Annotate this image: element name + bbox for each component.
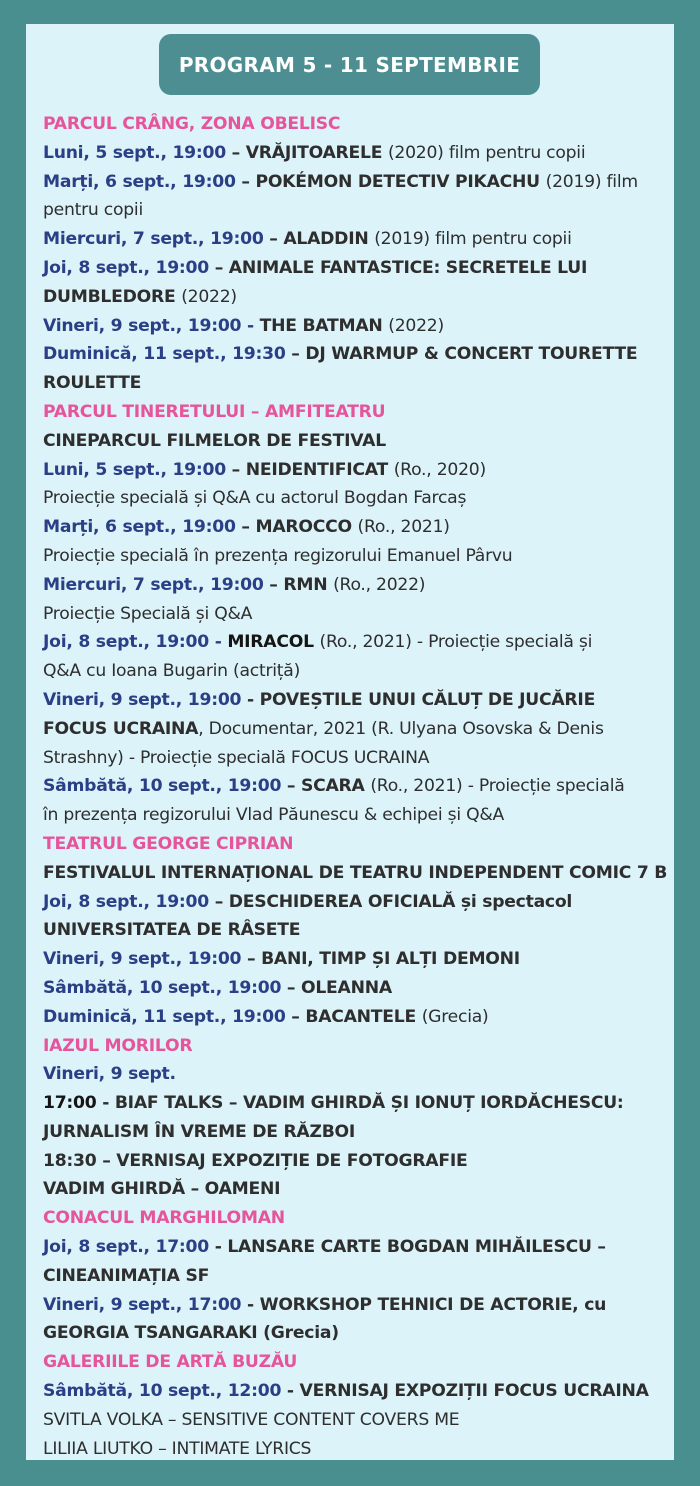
event-text: – ANIMALE FANTASTICE: SECRETELE LUI — [214, 257, 588, 278]
schedule-line — [43, 312, 667, 341]
schedule-line — [43, 1319, 667, 1348]
event-text: DUMBLEDORE — [43, 286, 182, 307]
event-date: Luni, 5 sept., 19:00 — [43, 459, 232, 480]
schedule-line — [43, 1147, 667, 1176]
venue-heading — [43, 1204, 667, 1233]
schedule-line — [43, 1118, 667, 1147]
event-date: Marți, 6 sept., 19:00 — [43, 517, 242, 538]
event-text: (Ro., 2020) — [393, 459, 486, 480]
event-text: - LANSARE CARTE BOGDAN MIHĂILESCU – — [214, 1237, 606, 1258]
schedule-line — [43, 945, 667, 974]
venue-heading — [43, 830, 667, 859]
schedule-line — [43, 801, 667, 830]
event-text: - BIAF TALKS – VADIM GHIRDĂ ȘI IONUȚ IORDĂCHESCU: — [102, 1093, 624, 1114]
event-text: ROULETTE — [43, 373, 142, 394]
event-date: Vineri, 9 sept. — [43, 1064, 176, 1085]
event-text: – ALADDIN — [269, 229, 375, 250]
event-date: Sâmbătă, 10 sept., 19:00 — [43, 776, 287, 797]
event-text: (Ro., 2022) — [333, 574, 426, 595]
event-date: Sâmbătă, 10 sept., 12:00 — [43, 1381, 287, 1402]
venue-name: GALERIILE DE ARTĂ BUZĂU — [43, 1352, 298, 1373]
event-date: Miercuri, 7 sept., 19:00 — [43, 574, 270, 595]
venue-name: CONACUL MARGHILOMAN — [43, 1208, 285, 1229]
schedule-line — [43, 369, 667, 398]
venue-heading — [43, 398, 667, 427]
event-text: CINEPARCUL FILMELOR DE FESTIVAL — [43, 430, 386, 451]
schedule-line — [43, 1233, 667, 1262]
schedule-line — [43, 1060, 667, 1089]
event-text: CINEANIMAȚIA SF — [43, 1265, 210, 1286]
event-text: (2022) — [181, 286, 237, 307]
event-text: Proiecție Specială și Q&A — [43, 603, 253, 624]
schedule-line — [43, 484, 667, 513]
schedule-line — [43, 628, 667, 657]
venue-name: PARCUL CRÂNG, ZONA OBELISC — [43, 114, 341, 134]
event-date: Vineri, 9 sept., 19:00 — [43, 689, 247, 710]
schedule-line — [43, 427, 667, 456]
schedule-line — [43, 1291, 667, 1320]
event-date: Marți, 6 sept., 19:00 — [43, 171, 242, 192]
event-text: pentru copii — [43, 200, 143, 221]
event-text: 18:30 – VERNISAJ EXPOZIȚIE DE FOTOGRAFIE — [43, 1150, 468, 1171]
event-text: THE BATMAN — [259, 315, 389, 336]
event-text: – VRĂJITOARELE — [231, 142, 388, 163]
schedule-line — [43, 513, 667, 542]
event-text: - VERNISAJ EXPOZIȚII FOCUS UCRAINA — [286, 1381, 649, 1402]
event-text: FESTIVALUL INTERNAȚIONAL DE TEATRU INDEPENDENT COMIC 7 B — [43, 862, 668, 883]
event-text: 17:00 — [43, 1093, 103, 1114]
event-date: Vineri, 9 sept., 19:00 - — [43, 315, 260, 336]
event-text: (Ro., 2021) - Proiecție specială — [370, 776, 625, 797]
event-text: (2022) — [388, 315, 444, 336]
event-date: Miercuri, 7 sept., 19:00 — [43, 229, 270, 250]
event-text: – RMN — [269, 574, 334, 595]
venue-name: TEATRUL GEORGE CIPRIAN — [43, 833, 294, 854]
schedule-line — [43, 686, 667, 715]
event-text: în prezența regizorului Vlad Păunescu & echipei și Q&A — [43, 805, 505, 826]
event-text: – DJ WARMUP & CONCERT TOURETTE — [291, 344, 638, 365]
venue-heading — [43, 1348, 667, 1377]
event-text: (2019) film pentru copii — [374, 229, 572, 250]
event-text: Q&A cu Ioana Bugarin (actriță) — [43, 661, 301, 682]
schedule-line — [43, 1175, 667, 1204]
event-date: Sâmbătă, 10 sept., 19:00 — [43, 977, 287, 998]
event-text: MIRACOL — [227, 632, 320, 653]
event-date: Joi, 8 sept., 19:00 — [43, 891, 215, 912]
event-text: – BANI, TIMP ȘI ALȚI DEMONI — [247, 949, 520, 970]
event-text: – SCARA — [286, 776, 371, 797]
schedule-line — [43, 1089, 667, 1118]
schedule-line — [43, 744, 667, 773]
event-text: (2020) film pentru copii — [387, 142, 586, 163]
event-text: (Grecia) — [421, 1006, 489, 1027]
program-panel — [26, 24, 674, 1460]
venue-heading — [43, 1032, 667, 1061]
schedule-line — [43, 1406, 667, 1435]
schedule-line — [43, 1377, 667, 1406]
event-text: – MAROCCO — [241, 517, 358, 538]
event-text: LILIIA LIUTKO – INTIMATE LYRICS — [43, 1438, 312, 1459]
event-date: Joi, 8 sept., 17:00 — [43, 1237, 215, 1258]
schedule-line — [43, 974, 667, 1003]
schedule-line — [43, 715, 667, 744]
event-text: – DESCHIDEREA OFICIALĂ și spectacol — [214, 891, 573, 912]
event-text: VADIM GHIRDĂ – OAMENI — [43, 1179, 281, 1200]
event-date: Luni, 5 sept., 19:00 — [43, 142, 232, 163]
event-text: – NEIDENTIFICAT — [231, 459, 394, 480]
event-text: UNIVERSITATEA DE RÂSETE — [43, 920, 301, 941]
schedule-line — [43, 283, 667, 312]
event-text: Strashny) - Proiecție specială FOCUS UCRAINA — [43, 747, 430, 768]
event-text: – OLEANNA — [286, 977, 392, 998]
event-text: FOCUS UCRAINA — [43, 718, 199, 739]
event-text: JURNALISM ÎN VREME DE RĂZBOI — [43, 1121, 356, 1142]
schedule-line — [43, 225, 667, 254]
schedule-line — [43, 772, 667, 801]
event-date: Vineri, 9 sept., 17:00 — [43, 1294, 247, 1315]
schedule-list — [43, 110, 667, 1463]
venue-name: PARCUL TINERETULUI – AMFITEATRU — [43, 401, 386, 422]
schedule-line — [43, 600, 667, 629]
schedule-line — [43, 571, 667, 600]
program-title: PROGRAM 5 - 11 SEPTEMBRIE — [159, 34, 540, 95]
event-date: Vineri, 9 sept., 19:00 — [43, 949, 247, 970]
event-date: Duminică, 11 sept., 19:00 — [43, 1006, 292, 1027]
schedule-line — [43, 168, 667, 197]
schedule-line — [43, 859, 667, 888]
schedule-line — [43, 1435, 667, 1464]
event-text: Proiecție specială în prezența regizorului Emanuel Pârvu — [43, 545, 513, 566]
schedule-line — [43, 542, 667, 571]
event-text: - WORKSHOP TEHNICI DE ACTORIE, cu — [247, 1294, 607, 1315]
event-text: – POKÉMON DETECTIV PIKACHU — [241, 171, 546, 192]
schedule-line — [43, 657, 667, 686]
event-text: Proiecție specială și Q&A cu actorul Bogdan Farcaș — [43, 488, 467, 509]
event-text: (2019) film — [545, 171, 638, 192]
event-text: (Ro., 2021) - Proiecție specială și — [319, 632, 593, 653]
event-text: - POVEȘTILE UNUI CĂLUȚ DE JUCĂRIE — [247, 689, 596, 710]
schedule-line — [43, 1003, 667, 1032]
venue-name: IAZUL MORILOR — [43, 1035, 193, 1056]
event-text: – BACANTELE — [291, 1006, 422, 1027]
event-text: , Documentar, 2021 (R. Ulyana Osovska & Denis — [198, 718, 604, 739]
venue-heading — [43, 110, 667, 139]
event-text: GEORGIA TSANGARAKI (Grecia) — [43, 1323, 339, 1344]
event-text: (Ro., 2021) — [357, 517, 450, 538]
schedule-line — [43, 139, 667, 168]
schedule-line — [43, 254, 667, 283]
event-date: Duminică, 11 sept., 19:30 — [43, 344, 292, 365]
event-date: Joi, 8 sept., 19:00 — [43, 257, 215, 278]
schedule-line — [43, 916, 667, 945]
schedule-line — [43, 196, 667, 225]
event-text: SVITLA VOLKA – SENSITIVE CONTENT COVERS ME — [43, 1409, 460, 1430]
event-date: Joi, 8 sept., 19:00 - — [43, 632, 228, 653]
schedule-line — [43, 1262, 667, 1291]
schedule-line — [43, 340, 667, 369]
schedule-line — [43, 888, 667, 917]
schedule-line — [43, 456, 667, 485]
